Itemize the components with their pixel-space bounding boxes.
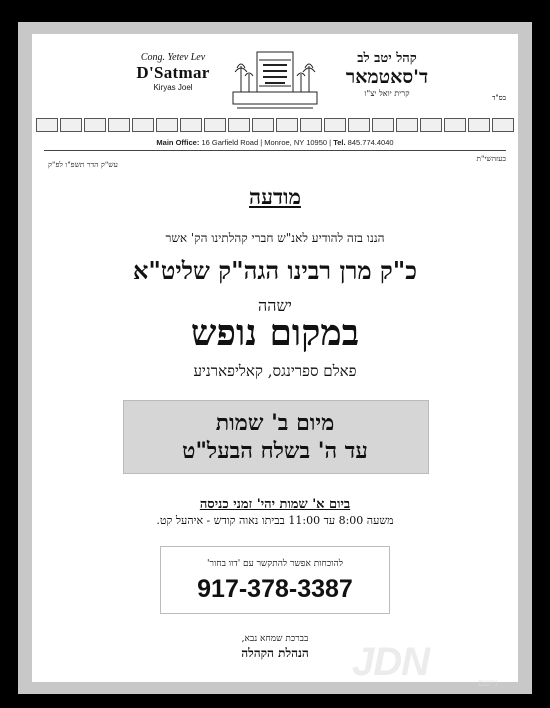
signature-greeting: בברכת שמחא נבא, bbox=[241, 634, 309, 644]
visiting-times-heading: ביום א' שמות יהי' זמני כניסה bbox=[199, 497, 351, 512]
contact-label: להוכחות אפשר להתקשר עם 'דוו בחור' bbox=[207, 559, 343, 569]
strip-cell bbox=[108, 118, 130, 132]
location-line: פאלם ספרינגס, קאליפארניע bbox=[193, 362, 357, 380]
visiting-times-text: משעה 8:00 עד 11:00 בביתו נאוה קודש - איהעל קט. bbox=[156, 514, 394, 527]
yishhe-line: ישהה bbox=[258, 296, 292, 315]
strip-cell bbox=[468, 118, 490, 132]
date-left: עש"ק הדר תשפ"ו לפ"ק bbox=[48, 160, 118, 169]
strip-cell bbox=[300, 118, 322, 132]
strip-cell bbox=[348, 118, 370, 132]
strip-cell bbox=[420, 118, 442, 132]
notice-page bbox=[32, 34, 518, 682]
bezrat-hashem: בס"ד bbox=[492, 94, 506, 102]
header-divider bbox=[44, 150, 506, 151]
strip-cell bbox=[372, 118, 394, 132]
cong-en-line: Cong. Yetev Lev bbox=[140, 52, 206, 63]
dates-until: עד ה' בשלח הבעל"ט bbox=[182, 438, 368, 464]
office-address: 16 Garfield Road | Monroe, NY 10950 bbox=[201, 138, 328, 147]
cong-he-line: קהל יטב לב bbox=[357, 51, 417, 66]
date-right: בעזהשי"ת bbox=[476, 154, 506, 163]
congregation-crest-logo bbox=[229, 46, 321, 116]
strip-cell bbox=[444, 118, 466, 132]
office-tel: 845.774.4040 bbox=[347, 138, 394, 147]
contact-phone[interactable]: 917-378-3387 bbox=[197, 575, 353, 603]
office-line: Main Office: 16 Garfield Road | Monroe, NY 10950 | Tel. 845.774.4040 bbox=[156, 138, 394, 147]
strip-cell bbox=[180, 118, 202, 132]
congregation-english bbox=[118, 52, 228, 92]
rebbe-title: כ"ק מרן רבינו הגה"ק שליט"א bbox=[132, 256, 418, 285]
strip-cell bbox=[276, 118, 298, 132]
kiryas-joel-he: קרית יואל יצ"ו bbox=[364, 89, 410, 98]
strip-cell bbox=[324, 118, 346, 132]
strip-cell bbox=[84, 118, 106, 132]
dsatmar-he-line: ד'סאטמאר bbox=[345, 66, 429, 88]
watermark-sub: נייעס bbox=[478, 678, 498, 689]
notice-title: מודעה bbox=[249, 184, 301, 209]
strip-cell bbox=[204, 118, 226, 132]
strip-cell bbox=[492, 118, 514, 132]
jdn-watermark-logo: JDN bbox=[352, 640, 430, 684]
strip-cell bbox=[60, 118, 82, 132]
signature-name: הנהלת הקהלה bbox=[241, 646, 309, 660]
office-label: Main Office: bbox=[156, 138, 200, 147]
strip-cell bbox=[132, 118, 154, 132]
congregation-hebrew bbox=[322, 50, 452, 98]
dates-from: מיום ב' שמות bbox=[215, 410, 335, 436]
kiryas-joel-en: Kiryas Joel bbox=[153, 83, 193, 92]
strip-cell bbox=[36, 118, 58, 132]
departments-strip bbox=[32, 118, 518, 132]
strip-cell bbox=[252, 118, 274, 132]
strip-cell bbox=[228, 118, 250, 132]
strip-cell bbox=[396, 118, 418, 132]
place-heading: במקום נופש bbox=[190, 312, 360, 354]
notice-intro: הננו בזה להודיע לאנ"ש חברי קהלתינו הק' אשר bbox=[165, 231, 385, 245]
dsatmar-en-line: D'Satmar bbox=[136, 63, 210, 82]
office-tel-label: Tel. bbox=[333, 138, 346, 147]
strip-cell bbox=[156, 118, 178, 132]
